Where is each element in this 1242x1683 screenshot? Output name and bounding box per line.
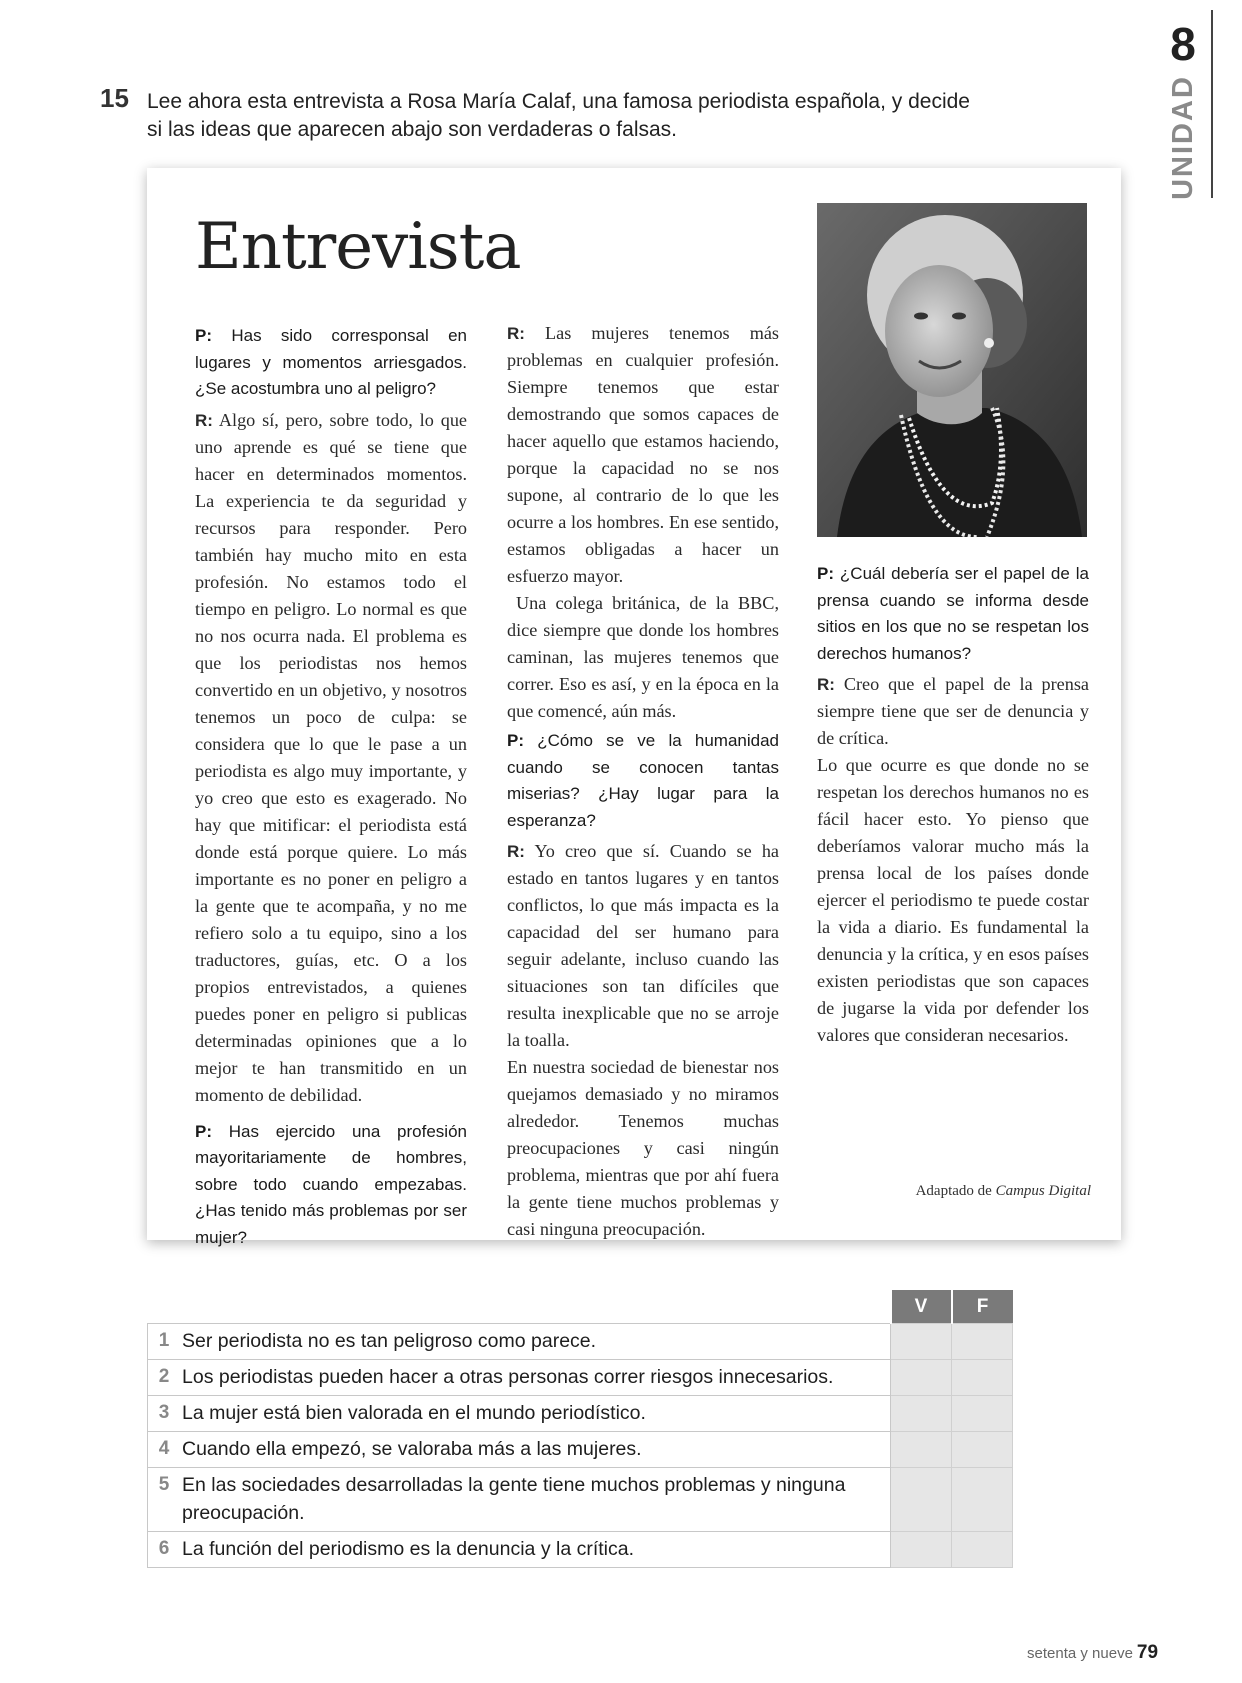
article-column-3 [817, 558, 1089, 1049]
true-checkbox[interactable] [891, 1532, 952, 1568]
page-number: 79 [1136, 1642, 1159, 1663]
question-label: P: [195, 1121, 212, 1141]
item-number: 5 [148, 1468, 177, 1532]
true-checkbox[interactable] [891, 1360, 952, 1396]
article-column-1 [195, 320, 467, 1255]
unit-divider [1211, 10, 1213, 198]
answer-1 [195, 407, 467, 1109]
item-statement: La función del periodismo es la denuncia y la crítica. [176, 1532, 891, 1568]
answer-1-text: Algo sí, pero, sobre todo, lo que uno aprende es qué se tiene que hacer en determinados momentos. La experiencia te da seguridad y recursos para responder. Pero también hay mucho mito en esta profesión. No estamos todo el tiempo en peligro. Lo normal es que no nos ocurra nada. El problema es que los periodistas nos hemos convertido en un objetivo, y nosotros tenemos un poco de culpa: se considera que lo que le pase a un periodista es algo muy importante, y yo creo que esto es exagerado. No hay que mitificar: el periodista está donde está porque quiere. Lo más importante es no poner en peligro a la gente que te acompaña, y no me refiero solo a tu equipo, sino a los traductores, guías, etc. O a los propios entrevistados, a quienes puedes poner en peligro si publicas determinadas opiniones que a lo mejor te han transmitido en un momento de debilidad. [195, 409, 467, 1105]
exercise-number: 15 [100, 83, 129, 113]
question-2-text: Has ejercido una profesión mayoritariamente de hombres, sobre todo cuando empezabas. ¿Has tenido más problemas por ser mujer? [195, 1121, 467, 1247]
question-4-text: ¿Cuál debería ser el papel de la prensa cuando se informa desde sitios en los que no se respetan los derechos humanos? [817, 564, 1089, 663]
question-3 [507, 728, 779, 834]
question-4 [817, 561, 1089, 667]
item-number: 3 [148, 1396, 177, 1432]
source-prefix: Adaptado de [915, 1183, 992, 1199]
source-name: Campus Digital [995, 1183, 1091, 1199]
question-label: P: [507, 731, 524, 750]
false-checkbox[interactable] [952, 1432, 1013, 1468]
table-row [148, 1324, 1013, 1360]
answer-2 [507, 320, 779, 590]
question-3-text: ¿Cómo se ve la humanidad cuando se conocen tantas miserias? ¿Hay lugar para la esperanza? [507, 731, 779, 830]
item-statement: Los periodistas pueden hacer a otras personas correr riesgos innecesarios. [176, 1360, 891, 1396]
article-card [147, 168, 1121, 1247]
answer-4 [817, 671, 1089, 752]
article-source [916, 1183, 1091, 1200]
answer-2-text: Las mujeres tenemos más problemas en cualquier profesión. Siempre tenemos que estar demostrando que somos capaces de hacer aquello que estamos haciendo, porque la capacidad no se nos supone, al contrario de lo que les ocurre a los hombres. En ese sentido, estamos obligadas a hacer un esfuerzo mayor. [507, 323, 779, 586]
item-number: 2 [148, 1360, 177, 1396]
false-checkbox[interactable] [952, 1360, 1013, 1396]
unit-label [1158, 70, 1208, 205]
portrait-photo [817, 203, 1087, 537]
item-number: 4 [148, 1432, 177, 1468]
true-checkbox[interactable] [891, 1432, 952, 1468]
question-1-text: Has sido corresponsal en lugares y momentos arriesgados. ¿Se acostumbra uno al peligro? [195, 326, 467, 398]
table-row [148, 1396, 1013, 1432]
item-statement: La mujer está bien valorada en el mundo periodístico. [176, 1396, 891, 1432]
question-label: P: [817, 564, 834, 583]
exercise-instruction: Lee ahora esta entrevista a Rosa María Calaf, una famosa periodista española, y decide si las ideas que aparecen abajo son verdaderas o falsas. [147, 90, 970, 141]
item-statement: Ser periodista no es tan peligroso como parece. [176, 1324, 891, 1360]
answer-3-text: Yo creo que sí. Cuando se ha estado en tantos lugares y en tantos conflictos, lo que más impacta es la capacidad del ser humano para seguir adelante, incluso cuando las situaciones son tan difíciles que resulta inexplicable que no se arroje la toalla. [507, 841, 779, 1050]
false-checkbox[interactable] [952, 1396, 1013, 1432]
false-checkbox[interactable] [952, 1532, 1013, 1568]
answer-3-continued: En nuestra sociedad de bienestar nos quejamos demasiado y no miramos alrededor. Tenemos muchas preocupaciones y casi ningún problema, mientras que por ahí fuera la gente tiene muchos problemas y casi ninguna preocupación. [507, 1057, 779, 1239]
page-number-words: setenta y nueve [1027, 1645, 1133, 1662]
true-checkbox[interactable] [891, 1396, 952, 1432]
item-statement: Cuando ella empezó, se valoraba más a las mujeres. [176, 1432, 891, 1468]
answer-label: R: [507, 842, 525, 861]
true-column-header: V [891, 1290, 952, 1324]
article-title: Entrevista [195, 210, 521, 284]
table-header-row [148, 1290, 1013, 1324]
true-false-table [147, 1290, 1013, 1568]
item-statement: En las sociedades desarrolladas la gente tiene muchos problemas y ninguna preocupación. [176, 1468, 891, 1532]
true-checkbox[interactable] [891, 1324, 952, 1360]
false-column-header: F [952, 1290, 1013, 1324]
table-row [148, 1532, 1013, 1568]
article-column-2 [507, 320, 779, 1243]
page-footer [1027, 1642, 1158, 1664]
false-checkbox[interactable] [952, 1324, 1013, 1360]
item-number: 1 [148, 1324, 177, 1360]
unit-number: 8 [1170, 18, 1196, 70]
question-label: P: [195, 326, 212, 345]
table-row [148, 1432, 1013, 1468]
table-row [148, 1360, 1013, 1396]
answer-label: R: [195, 410, 213, 430]
answer-3 [507, 838, 779, 1054]
true-checkbox[interactable] [891, 1468, 952, 1532]
false-checkbox[interactable] [952, 1468, 1013, 1532]
answer-label: R: [507, 324, 525, 343]
unit-label-text: UNIDAD [1166, 75, 1199, 200]
question-1 [195, 323, 467, 403]
item-number: 6 [148, 1532, 177, 1568]
answer-label: R: [817, 675, 835, 694]
answer-4-text: Creo que el papel de la prensa siempre tiene que ser de denuncia y de crítica. [817, 674, 1090, 748]
question-2 [195, 1119, 467, 1252]
table-row [148, 1468, 1013, 1532]
portrait-image [817, 203, 1087, 537]
answer-4-continued: Lo que ocurre es que donde no se respetan los derechos humanos no es fácil hacer esto. Yo pienso que deberíamos valorar mucho más la prensa local de los países donde ejercer el periodismo te puede costar la vida a diario. Es fundamental la denuncia y la crítica, y en esos países existen periodistas que son capaces de jugarse la vida por defender los valores que consideran necesarios. [817, 755, 1089, 1045]
answer-2-continued: Una colega británica, de la BBC, dice siempre que donde los hombres caminan, las mujeres tenemos que correr. Eso es así, y en la época en la que comencé, aún más. [507, 593, 779, 721]
